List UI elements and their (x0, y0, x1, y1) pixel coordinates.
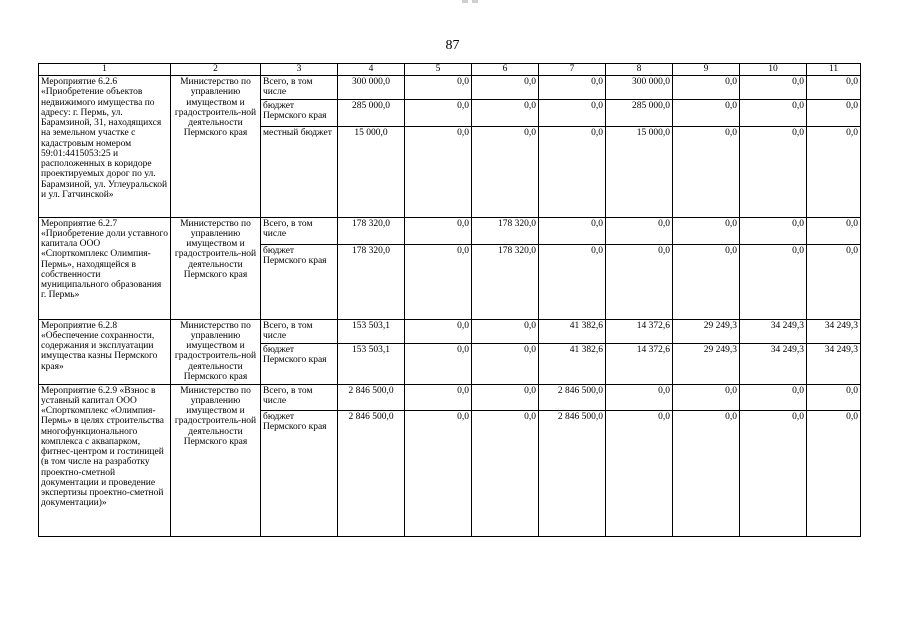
amount-cell: 0,0 (807, 217, 861, 244)
column-header: 11 (807, 64, 861, 76)
amount-cell: 178 320,0 (472, 244, 539, 319)
measure-title: Мероприятие 6.2.8 «Обеспечение сохранности, содержания и эксплуатации имущества казны Пермского края» (39, 319, 171, 384)
funding-source: бюджет Пермского края (261, 343, 338, 384)
amount-cell: 0,0 (472, 76, 539, 100)
amount-cell: 178 320,0 (338, 244, 405, 319)
column-header: 7 (539, 64, 606, 76)
amount-cell: 14 372,6 (606, 343, 673, 384)
amount-cell: 153 503,1 (338, 343, 405, 384)
amount-cell: 29 249,3 (673, 319, 740, 343)
amount-cell: 0,0 (539, 76, 606, 100)
funding-source: местный бюджет (261, 126, 338, 217)
scan-artifact (472, 0, 478, 3)
column-header: 10 (740, 64, 807, 76)
column-header: 6 (472, 64, 539, 76)
amount-cell: 0,0 (405, 217, 472, 244)
column-header: 2 (171, 64, 261, 76)
amount-cell: 0,0 (472, 126, 539, 217)
amount-cell: 0,0 (405, 410, 472, 536)
responsible-ministry: Министерство по управлению имуществом и градостроитель-ной деятельности Пермского края (171, 384, 261, 536)
amount-cell: 0,0 (740, 126, 807, 217)
amount-cell: 0,0 (539, 126, 606, 217)
amount-cell: 2 846 500,0 (539, 410, 606, 536)
amount-cell: 0,0 (606, 217, 673, 244)
amount-cell: 14 372,6 (606, 319, 673, 343)
amount-cell: 285 000,0 (338, 99, 405, 126)
amount-cell: 0,0 (740, 244, 807, 319)
amount-cell: 34 249,3 (740, 319, 807, 343)
amount-cell: 0,0 (673, 126, 740, 217)
column-header: 8 (606, 64, 673, 76)
amount-cell: 0,0 (405, 99, 472, 126)
amount-cell: 0,0 (740, 384, 807, 410)
amount-cell: 0,0 (807, 384, 861, 410)
amount-cell: 153 503,1 (338, 319, 405, 343)
amount-cell: 0,0 (673, 244, 740, 319)
amount-cell: 0,0 (472, 319, 539, 343)
amount-cell: 0,0 (606, 384, 673, 410)
amount-cell: 0,0 (539, 217, 606, 244)
table-row (39, 319, 861, 343)
amount-cell: 0,0 (405, 319, 472, 343)
amount-cell: 0,0 (673, 410, 740, 536)
table-row (39, 217, 861, 244)
amount-cell: 41 382,6 (539, 343, 606, 384)
amount-cell: 0,0 (673, 76, 740, 100)
column-header: 4 (338, 64, 405, 76)
column-header: 5 (405, 64, 472, 76)
responsible-ministry: Министерство по управлению имуществом и градостроитель-ной деятельности Пермского края (171, 319, 261, 384)
funding-source: Всего, в том числе (261, 76, 338, 100)
amount-cell: 2 846 500,0 (338, 410, 405, 536)
amount-cell: 34 249,3 (740, 343, 807, 384)
amount-cell: 0,0 (740, 217, 807, 244)
funding-source: бюджет Пермского края (261, 410, 338, 536)
amount-cell: 34 249,3 (807, 343, 861, 384)
funding-source: Всего, в том числе (261, 217, 338, 244)
table-body (39, 76, 861, 537)
amount-cell: 0,0 (539, 99, 606, 126)
amount-cell: 0,0 (673, 99, 740, 126)
amount-cell: 15 000,0 (606, 126, 673, 217)
amount-cell: 29 249,3 (673, 343, 740, 384)
amount-cell: 0,0 (807, 410, 861, 536)
responsible-ministry: Министерство по управлению имуществом и градостроитель-ной деятельности Пермского края (171, 217, 261, 319)
page-number: 87 (445, 38, 460, 53)
amount-cell: 0,0 (472, 384, 539, 410)
funding-source: бюджет Пермского края (261, 99, 338, 126)
funding-source: бюджет Пермского края (261, 244, 338, 319)
amount-cell: 0,0 (740, 410, 807, 536)
column-header: 3 (261, 64, 338, 76)
amount-cell: 0,0 (405, 126, 472, 217)
amount-cell: 34 249,3 (807, 319, 861, 343)
amount-cell: 285 000,0 (606, 99, 673, 126)
amount-cell: 0,0 (405, 244, 472, 319)
amount-cell: 0,0 (405, 384, 472, 410)
amount-cell: 0,0 (740, 99, 807, 126)
amount-cell: 300 000,0 (338, 76, 405, 100)
amount-cell: 0,0 (405, 76, 472, 100)
amount-cell: 15 000,0 (338, 126, 405, 217)
amount-cell: 0,0 (606, 410, 673, 536)
measure-title: Мероприятие 6.2.6 «Приобретение объектов недвижимого имущества по адресу: г. Пермь, ул. Барамзиной, 31, находящихся на земельном участке с кадастровым номером 59:01:4415053:25 и расположенных в коридоре проектируемых дорог по ул. Барамзиной, ул. Углеуральской и ул. Гатчинской» (39, 76, 171, 218)
table-row (39, 384, 861, 410)
amount-cell: 2 846 500,0 (338, 384, 405, 410)
amount-cell: 0,0 (472, 343, 539, 384)
amount-cell: 41 382,6 (539, 319, 606, 343)
amount-cell: 0,0 (472, 410, 539, 536)
amount-cell: 0,0 (740, 76, 807, 100)
column-header: 9 (673, 64, 740, 76)
amount-cell: 0,0 (807, 99, 861, 126)
budget-table (38, 63, 861, 537)
amount-cell: 0,0 (405, 343, 472, 384)
amount-cell: 0,0 (807, 244, 861, 319)
amount-cell: 0,0 (606, 244, 673, 319)
amount-cell: 0,0 (807, 126, 861, 217)
funding-source: Всего, в том числе (261, 319, 338, 343)
table-row (39, 76, 861, 100)
header-row (39, 64, 861, 76)
amount-cell: 300 000,0 (606, 76, 673, 100)
funding-source: Всего, в том числе (261, 384, 338, 410)
amount-cell: 178 320,0 (472, 217, 539, 244)
measure-title: Мероприятие 6.2.9 «Взнос в уставный капитал ООО «Спорткомплекс «Олимпия-Пермь» в целях строительства многофункционального комплекса с аквапарком, фитнес-центром и гостиницей (в том числе на разработку проектно-сметной документации и проведение экспертизы проектно-сметной документации)» (39, 384, 171, 536)
amount-cell: 0,0 (539, 244, 606, 319)
amount-cell: 0,0 (472, 99, 539, 126)
amount-cell: 0,0 (673, 217, 740, 244)
responsible-ministry: Министерство по управлению имуществом и градостроитель-ной деятельности Пермского края (171, 76, 261, 218)
column-header: 1 (39, 64, 171, 76)
amount-cell: 0,0 (673, 384, 740, 410)
amount-cell: 178 320,0 (338, 217, 405, 244)
amount-cell: 2 846 500,0 (539, 384, 606, 410)
measure-title: Мероприятие 6.2.7 «Приобретение доли уставного капитала ООО «Спорткомплекс Олимпия-Пермь», находящейся в собственности муниципального образования г. Пермь» (39, 217, 171, 319)
scan-artifact (462, 0, 468, 3)
amount-cell: 0,0 (807, 76, 861, 100)
